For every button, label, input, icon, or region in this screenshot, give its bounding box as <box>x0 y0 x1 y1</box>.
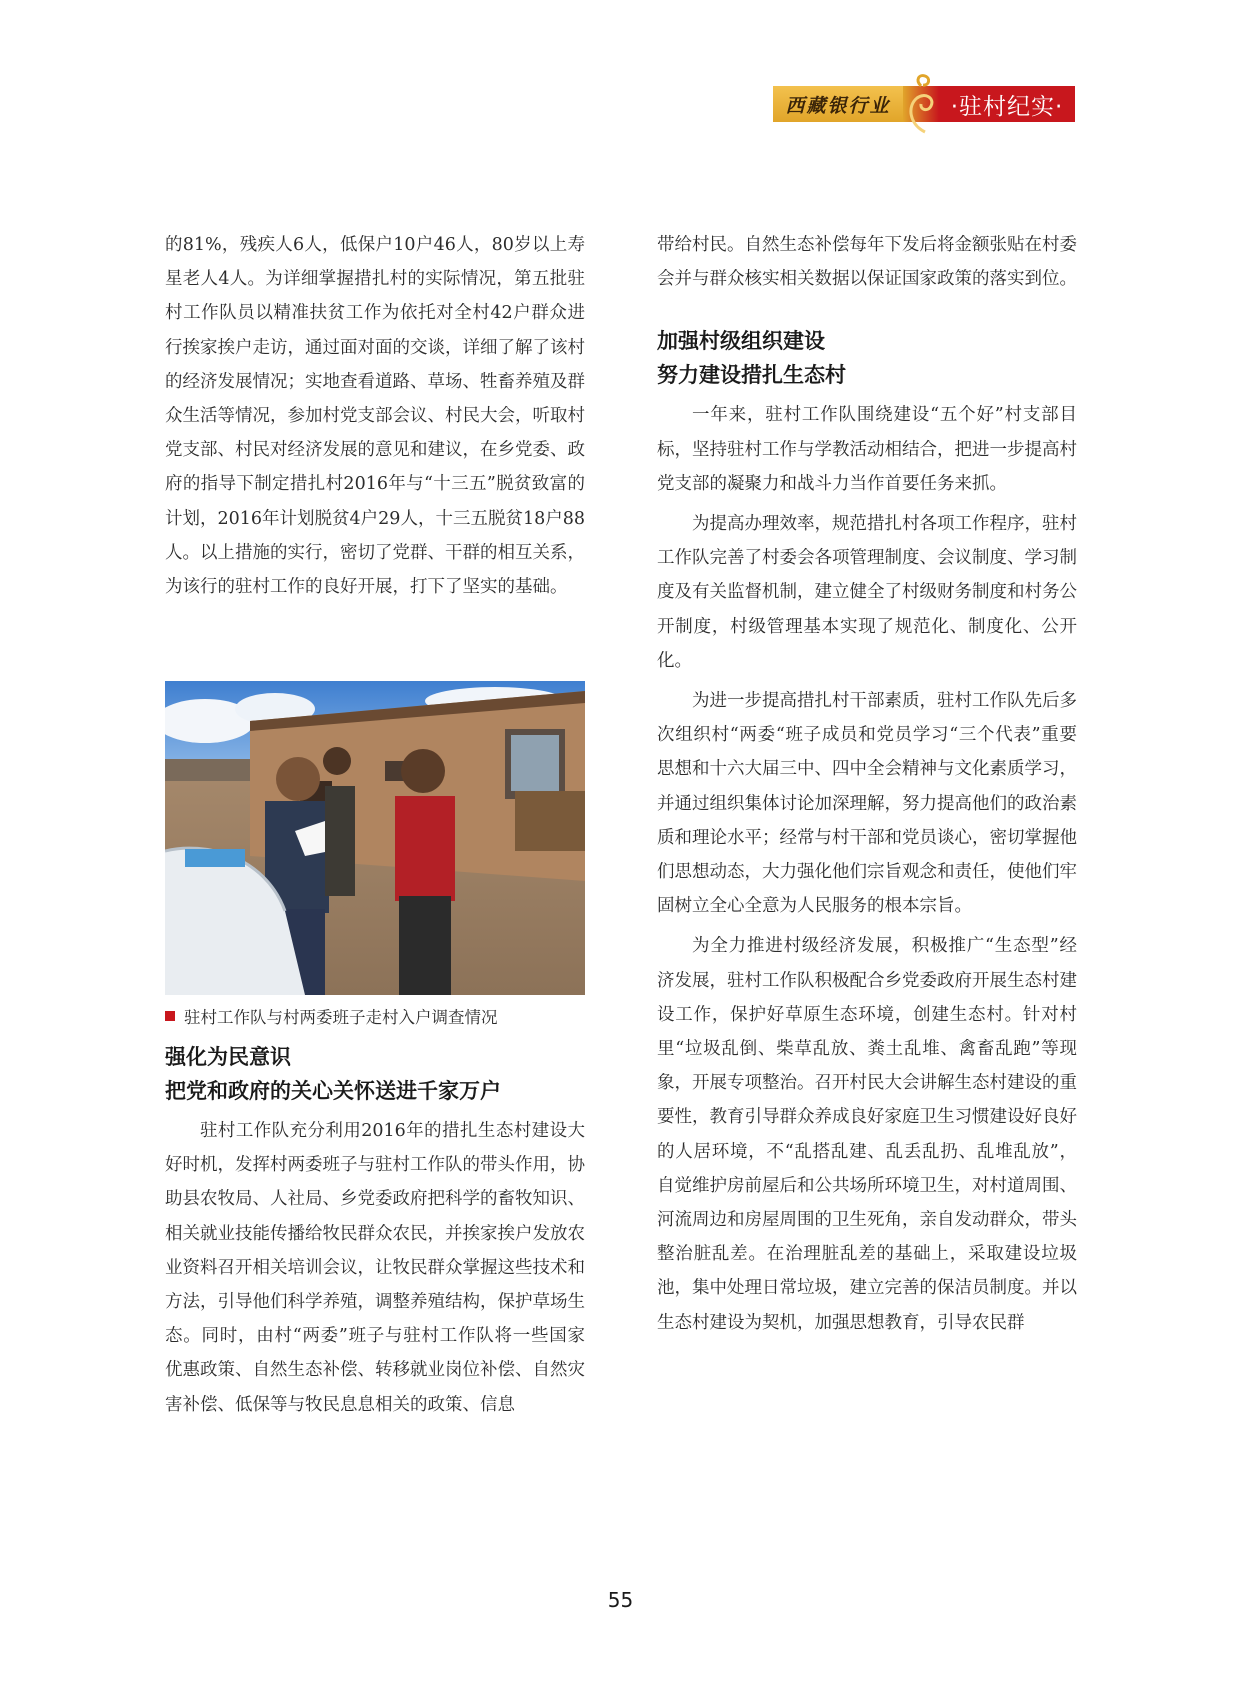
right-column <box>657 228 1077 1340</box>
magazine-logo <box>773 86 903 122</box>
left-column-lower <box>165 1040 585 1422</box>
left-paragraph-1: 的81%，残疾人6人，低保户10户46人，80岁以上寿星老人4人。为详细掌握措扎村的实际情况，第五批驻村工作队员以精准扶贫工作为依托对全村42户群众进行挨家挨户走访，通过面对面的交谈，详细了解了该村的经济发展情况；实地查看道路、草场、牲畜养殖及群众生活等情况，参加村党支部会议、村民大会，听取村党支部、村民对经济发展的意见和建议，在乡党委、政府的指导下制定措扎村2016年与“十三五”脱贫致富的计划，2016年计划脱贫4户29人，十三五脱贫18户88人。以上措施的实行，密切了党群、干群的相互关系，为该行的驻村工作的良好开展，打下了坚实的基础。 <box>165 235 585 598</box>
left-column <box>165 228 585 604</box>
photo-caption-text: 驻村工作队与村两委班子走村入户调查情况 <box>184 1008 498 1027</box>
section-title <box>939 86 1075 122</box>
right-heading-line-1: 加强村级组织建设 <box>657 329 825 354</box>
field-visit-photo <box>165 681 585 995</box>
page-number: 55 <box>607 1588 634 1612</box>
section-banner <box>773 86 1075 122</box>
right-paragraph-2: 一年来，驻村工作队围绕建设“五个好”村支部目标，坚持驻村工作与学教活动相结合，把进一步提高村党支部的凝聚力和战斗力当作首要任务来抓。 <box>657 405 1077 494</box>
left-heading-line-2: 把党和政府的关心关怀送进千家万户 <box>165 1079 501 1103</box>
right-paragraph-1: 带给村民。自然生态补偿每年下发后将金额张贴在村委会并与群众核实相关数据以保证国家政策的落实到位。 <box>657 235 1077 290</box>
right-paragraph-3: 为提高办理效率，规范措扎村各项工作程序，驻村工作队完善了村委会各项管理制度、会议制度、学习制度及有关监督机制，建立健全了村级财务制度和村务公开制度，村级管理基本实现了规范化、制度化、公开化。 <box>657 514 1077 671</box>
caption-marker-icon <box>165 1011 175 1021</box>
right-heading-line-2: 努力建设措扎生态村 <box>657 363 846 388</box>
magazine-name: 西藏银行业 <box>785 94 891 117</box>
section-title-text: ·驻村纪实· <box>950 93 1064 120</box>
left-heading-line-1: 强化为民意识 <box>165 1045 291 1069</box>
swirl-ornament-icon <box>903 72 939 136</box>
left-paragraph-2: 驻村工作队充分利用2016年的措扎生态村建设大好时机，发挥村两委班子与驻村工作队的带头作用，协助县农牧局、人社局、乡党委政府把科学的畜牧知识、相关就业技能传播给牧民群众农民，并挨家挨户发放农业资料召开相关培训会议，让牧民群众掌握这些技术和方法，引导他们科学养殖，调整养殖结构，保护草场生态。同时，由村“两委”班子与驻村工作队将一些国家优惠政策、自然生态补偿、转移就业岗位补偿、自然灾害补偿、低保等与牧民息息相关的政策、信息 <box>165 1121 585 1415</box>
photo-caption <box>165 1004 595 1028</box>
right-paragraph-4: 为进一步提高措扎村干部素质，驻村工作队先后多次组织村“两委“班子成员和党员学习“三个代表”重要思想和十六大届三中、四中全会精神与文化素质学习，并通过组织集体讨论加深理解，努力提高他们的政治素质和理论水平；经常与村干部和党员谈心，密切掌握他们思想动态，大力强化他们宗旨观念和责任，使他们牢固树立全心全意为人民服务的根本宗旨。 <box>657 691 1077 917</box>
right-paragraph-5: 为全力推进村级经济发展，积极推广“生态型”经济发展，驻村工作队积极配合乡党委政府开展生态村建设工作，保护好草原生态环境，创建生态村。针对村里“垃圾乱倒、柴草乱放、粪土乱堆、禽畜乱跑”等现象，开展专项整治。召开村民大会讲解生态村建设的重要性，教育引导群众养成良好家庭卫生习惯建设好良好的人居环境，不“乱搭乱建、乱丢乱扔、乱堆乱放”，自觉维护房前屋后和公共场所环境卫生，对村道周围、河流周边和房屋周围的卫生死角，亲自发动群众，带头整治脏乱差。在治理脏乱差的基础上，采取建设垃圾池，集中处理日常垃圾，建立完善的保洁员制度。并以生态村建设为契机，加强思想教育，引导农民群 <box>657 936 1077 1333</box>
swirl-ornament <box>903 86 939 122</box>
